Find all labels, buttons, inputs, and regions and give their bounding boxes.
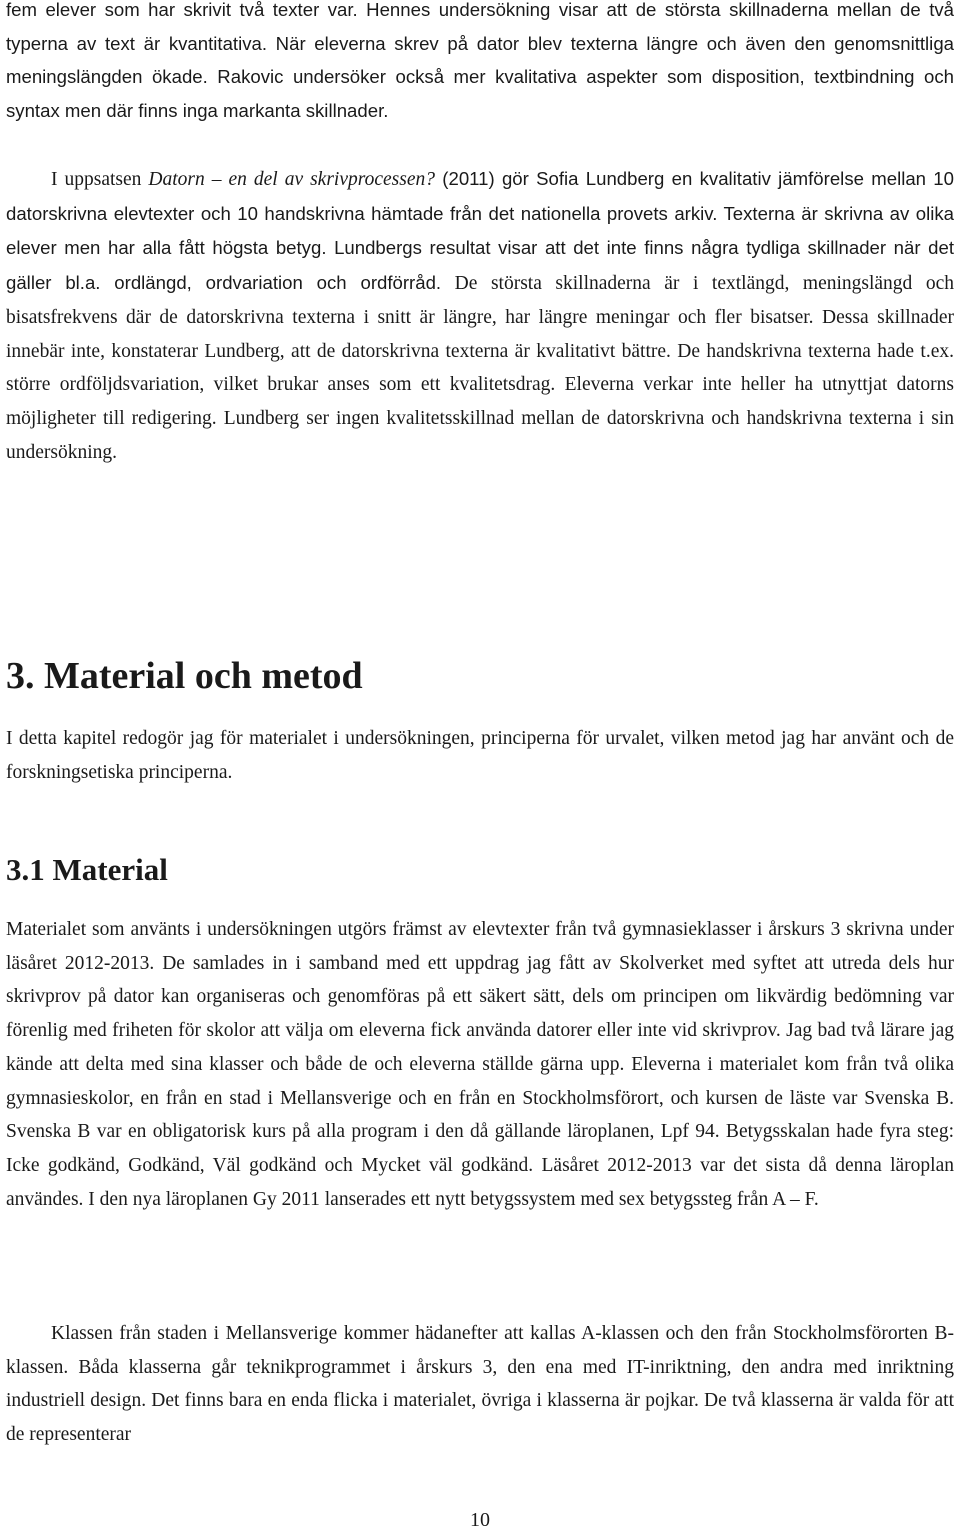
paragraph-chapter-intro: I detta kapitel redogör jag för materialet i undersökningen, principerna för urvalet, vilken metod jag har använt och de forskningsetiska principerna.	[6, 728, 954, 783]
page-number: 10	[470, 1509, 490, 1531]
heading-material-och-metod: 3. Material och metod	[6, 655, 363, 697]
essay-title: Datorn – en del av skrivprocessen?	[148, 169, 435, 190]
paragraph-material-description: Materialet som använts i undersökningen utgörs främst av elevtexter från två gymnasieklasser i årskurs 3 skrivna under läsåret 2012-2013. De samlades in i samband med ett uppdrag jag fått av Skolverket med syftet att utreda dels hur skrivprov på dator kan organiseras och genomföras på ett säkert sätt, dels om principen om likvärdig bedömning var förenlig med friheten för skolor att välja om eleverna fick använda datorer eller inte vid skrivprov. Jag bad två lärare jag kände att delta med sina klasser och både de och eleverna ställde gärna upp. Eleverna i materialet kom från två olika gymnasieskolor, en från en stad i Mellansverige och en från en Stockholmsförort, och kursen de läste var Svenska B. Svenska B var en obligatorisk kurs på alla program i den då gällande läroplanen, Lpf 94. Betygsskalan hade fyra steg: Icke godkänd, Godkänd, Väl godkänd och Mycket väl godkänd. Läsåret 2012-2013 var det sista då denna läroplan användes. I den nya läroplanen Gy 2011 lanserades ett nytt betygssystem med sex betygssteg från A – F.	[6, 919, 954, 1210]
paragraph-class-description: Klassen från staden i Mellansverige kommer hädanefter att kallas A-klassen och den från Stockholmsförorten B-klassen. Båda klasserna går teknikprogrammet i årskurs 3, den ena med IT-inriktning, den andra med inriktning industriell design. Det finns bara en enda flicka i materialet, övriga i klasserna är pojkar. De två klasserna är valda för att de representerar	[6, 1323, 954, 1446]
paragraph-lead-text: I uppsatsen	[51, 169, 149, 190]
paragraph-rakovic-summary: fem elever som har skrivit två texter var. Hennes undersökning visar att de största skillnaderna mellan de två typerna av text är kvantitativa. När eleverna skrev på dator blev texterna längre och även den genomsnittliga meningslängden ökade. Rakovic undersöker också mer kvalitativa aspekter som disposition, textbindning och syntax men där finns inga markanta skillnader.	[6, 0, 954, 122]
paragraph-serif-segment: De största skillnaderna är i textlängd, meningslängd och bisatsfrekvens där de datorskrivna texterna i snitt är längre, har längre meningar och fler bisatser. Dessa skillnader innebär inte, konstaterar Lundberg, att de datorskrivna texterna är kvalitativt bättre. De handskrivna texterna hade t.ex. större ordföljdsvariation, vilket brukar anses som ett kvalitetsdrag. Eleverna verkar inte heller ha utnyttjat datorns möjligheter till redigering. Lundberg ser ingen kvalitetsskillnad mellan de datorskrivna och handskrivna texterna i sin undersökning.	[6, 273, 955, 463]
paragraph-sans-segment: (2011) gör Sofia Lundberg en kvalitativ jämförelse mellan 10 datorskrivna elevtexter och 10 handskrivna hämtade från det nationella provets arkiv. Texterna är skrivna av olika elever men har alla fått högsta betyg. Lundbergs resultat visar att det inte finns några tydliga skillnader när det gäller bl.a. ordlängd, ordvariation och ordförråd.	[6, 168, 954, 294]
paragraph-lundberg-study	[6, 162, 954, 469]
heading-material: 3.1 Material	[6, 852, 168, 887]
